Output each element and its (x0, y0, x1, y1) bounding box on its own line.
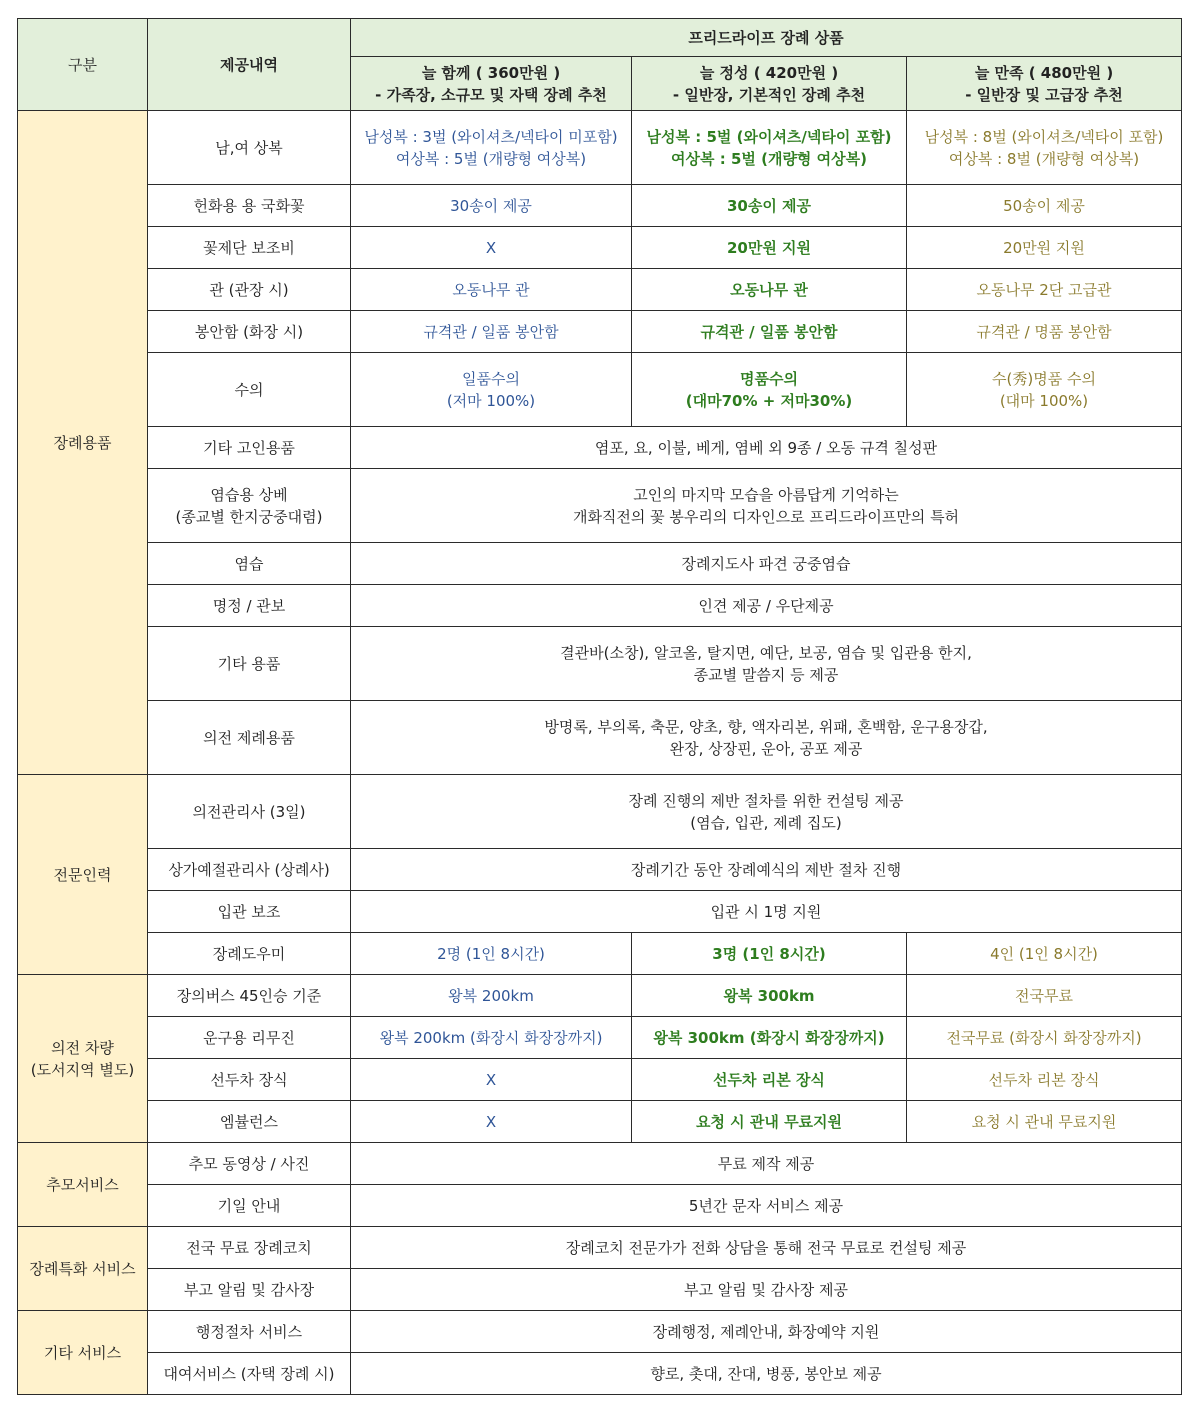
category-memorial: 추모서비스 (18, 1143, 148, 1227)
table-row: 봉안함 (화장 시) 규격관 / 일품 봉안함 규격관 / 일품 봉안함 규격관 / 명품 봉안함 (18, 311, 1182, 353)
item-label: 장례도우미 (148, 933, 351, 975)
category-etc: 기타 서비스 (18, 1311, 148, 1395)
table-row: 기타 서비스 행정절차 서비스 장례행정, 제례안내, 화장예약 지원 (18, 1311, 1182, 1353)
table-row: 운구용 리무진 왕복 200km (화장시 화장장까지) 왕복 300km (화장시 화장장까지) 전국무료 (화장시 화장장까지) (18, 1017, 1182, 1059)
category-funeral-goods: 장례용품 (18, 111, 148, 775)
item-label: 관 (관장 시) (148, 269, 351, 311)
table-row: 장례특화 서비스 전국 무료 장례코치 장례코치 전문가가 전화 상담을 통해 전국 무료로 컨설팅 제공 (18, 1227, 1182, 1269)
plan-header-3: 늘 만족 ( 480만원 ) - 일반장 및 고급장 추천 (907, 57, 1182, 111)
item-label: 기일 안내 (148, 1185, 351, 1227)
table-row: 기타 고인용품 염포, 요, 이불, 베게, 염베 외 9종 / 오동 규격 칠성판 (18, 427, 1182, 469)
item-label: 수의 (148, 353, 351, 427)
table-row: 관 (관장 시) 오동나무 관 오동나무 관 오동나무 2단 고급관 (18, 269, 1182, 311)
table-row: 염습 장례지도사 파견 궁중염습 (18, 543, 1182, 585)
item-label: 운구용 리무진 (148, 1017, 351, 1059)
item-label: 엠뷸런스 (148, 1101, 351, 1143)
header-content: 제공내역 (148, 19, 351, 111)
item-label: 염습 (148, 543, 351, 585)
category-vehicles: 의전 차량 (도서지역 별도) (18, 975, 148, 1143)
table-row: 수의 일품수의 (저마 100%) 명품수의 (대마70% + 저마30%) 수(秀)명품 수의 (대마 100%) (18, 353, 1182, 427)
item-label: 선두차 장식 (148, 1059, 351, 1101)
table-row: 염습용 상베 (종교별 한지궁중대렴) 고인의 마지막 모습을 아름답게 기억하는 개화직전의 꽃 봉우리의 디자인으로 프리드라이프만의 특허 (18, 469, 1182, 543)
item-label: 꽃제단 보조비 (148, 227, 351, 269)
header-product-title: 프리드라이프 장례 상품 (351, 19, 1182, 57)
table-row: 입관 보조 입관 시 1명 지원 (18, 891, 1182, 933)
item-label: 행정절차 서비스 (148, 1311, 351, 1353)
table-row: 장례용품 남,여 상복 남성복 : 3벌 (와이셔츠/넥타이 미포함) 여상복 : 5벌 (개량형 여상복) 남성복 : 5벌 (와이셔츠/넥타이 포함) 여상복 : 5벌 (개량형 여상복) 남성복 : 8벌 (와이셔츠/넥타이 포함) 여상복 : 8벌 (개량형 여상복) (18, 111, 1182, 185)
table-row: 의전 차량 (도서지역 별도) 장의버스 45인승 기준 왕복 200km 왕복 300km 전국무료 (18, 975, 1182, 1017)
funeral-product-table (17, 18, 1182, 1395)
item-label: 장의버스 45인승 기준 (148, 975, 351, 1017)
item-label: 대여서비스 (자택 장례 시) (148, 1353, 351, 1395)
item-label: 추모 동영상 / 사진 (148, 1143, 351, 1185)
table-row: 엠뷸런스 X 요청 시 관내 무료지원 요청 시 관내 무료지원 (18, 1101, 1182, 1143)
table-row: 전문인력 의전관리사 (3일) 장례 진행의 제반 절차를 위한 컨설팅 제공 (염습, 입관, 제례 집도) (18, 775, 1182, 849)
table-row: 명정 / 관보 인견 제공 / 우단제공 (18, 585, 1182, 627)
item-label: 명정 / 관보 (148, 585, 351, 627)
table-row: 기일 안내 5년간 문자 서비스 제공 (18, 1185, 1182, 1227)
plan-header-2: 늘 정성 ( 420만원 ) - 일반장, 기본적인 장례 추천 (632, 57, 907, 111)
table-row: 기타 용품 결관바(소창), 알코올, 탈지면, 예단, 보공, 염습 및 입관용 한지, 종교별 말씀지 등 제공 (18, 627, 1182, 701)
item-label: 입관 보조 (148, 891, 351, 933)
item-label: 염습용 상베 (종교별 한지궁중대렴) (148, 469, 351, 543)
category-special: 장례특화 서비스 (18, 1227, 148, 1311)
item-label: 헌화용 용 국화꽃 (148, 185, 351, 227)
table-row: 헌화용 용 국화꽃 30송이 제공 30송이 제공 50송이 제공 (18, 185, 1182, 227)
table-row: 장례도우미 2명 (1인 8시간) 3명 (1인 8시간) 4인 (1인 8시간) (18, 933, 1182, 975)
table-row: 부고 알림 및 감사장 부고 알림 및 감사장 제공 (18, 1269, 1182, 1311)
item-label: 봉안함 (화장 시) (148, 311, 351, 353)
table-row: 꽃제단 보조비 X 20만원 지원 20만원 지원 (18, 227, 1182, 269)
table-row: 대여서비스 (자택 장례 시) 향로, 촛대, 잔대, 병풍, 봉안보 제공 (18, 1353, 1182, 1395)
item-label: 상가예절관리사 (상례사) (148, 849, 351, 891)
item-label: 기타 고인용품 (148, 427, 351, 469)
table-row: 선두차 장식 X 선두차 리본 장식 선두차 리본 장식 (18, 1059, 1182, 1101)
item-label: 의전 제례용품 (148, 701, 351, 775)
table-row: 추모서비스 추모 동영상 / 사진 무료 제작 제공 (18, 1143, 1182, 1185)
table-row: 상가예절관리사 (상례사) 장례기간 동안 장례예식의 제반 절차 진행 (18, 849, 1182, 891)
item-label: 남,여 상복 (148, 111, 351, 185)
plan-header-1: 늘 함께 ( 360만원 ) - 가족장, 소규모 및 자택 장례 추천 (351, 57, 632, 111)
table-row: 의전 제례용품 방명록, 부의록, 축문, 양초, 향, 액자리본, 위패, 혼백함, 운구용장갑, 완장, 상장핀, 운아, 공포 제공 (18, 701, 1182, 775)
header-category: 구분 (18, 19, 148, 111)
item-label: 부고 알림 및 감사장 (148, 1269, 351, 1311)
item-label: 기타 용품 (148, 627, 351, 701)
item-label: 전국 무료 장례코치 (148, 1227, 351, 1269)
item-label: 의전관리사 (3일) (148, 775, 351, 849)
category-staff: 전문인력 (18, 775, 148, 975)
